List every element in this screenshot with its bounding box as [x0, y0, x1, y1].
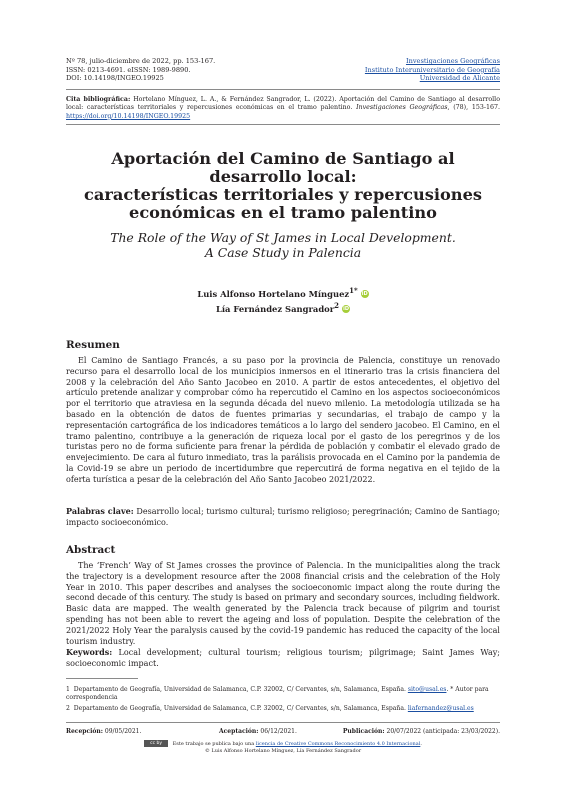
orcid-icon[interactable]: iD — [343, 306, 349, 313]
author-2: Lía Fernández Sangrador$^2$ iD — [215, 301, 349, 314]
resumen-text: El Camino de Santiago Francés, a su paso por la provincia de Palencia, constituye un renovado recurso para el desarrollo local de los municipios inmersos en el itinerario tras la crisis financiera del 2008 y la celebración del Año Santo Jacobeo en 2010. A partir de estos antecedentes, el objetivo del artículo pretende analizar y comprobar cómo ha repercutido el Camino en los aspectos socioeconómicos por el territorio que atraviesa en la segunda década del nuevo milenio. La metodología utilizada se ha basado en la obtención de datos de fuentes primarias y secundarias, el trabajo de campo y la representación cartográfica de los indicadores temáticos a lo largo del sendero jacobeo. El Camino, en el tramo palentino, contribuye a la generación de riqueza local por el gasto de los peregrinos y de los turistas pero no de forma suficiente para frenar la pérdida de población y combatir el elevado grado de envejecimiento. De cara al futuro inmediato, tras la parálisis provocada en el Camino por la pandemia de la Covid-19 se abre un periodo de incertidumbre que repercutirá de forma negativa en el tejido de la oferta turística a pesar de la celebración del Año Santo Jacobeo 2021/2022. — [66, 356, 500, 484]
license-link[interactable]: licencia de Creative Commons Reconocimiento 4.0 Internacional — [255, 741, 421, 747]
english-title: The Role of the Way of St James in Local Development. A Case Study in Palencia — [110, 230, 456, 260]
institute-link[interactable]: Instituto Interuniversitario de Geografía — [364, 65, 500, 74]
email-link[interactable]: sito@usal.es — [407, 686, 447, 693]
license-block: cc by Este trabajo se publica bajo una licencia de Creative Commons Reconocimiento 4.0 Internacional. © Luis Alfonso Hortelano Mínguez, Lía Fernández Sangrador — [66, 740, 500, 755]
keywords: Keywords: Local development; cultural tourism; religious tourism; pilgrimage; Saint James Way; socioeconomic impact. — [66, 647, 500, 668]
citation-divider — [66, 124, 500, 125]
citation-block: Cita bibliográfica: Hortelano Mínguez, L. A., & Fernández Sangrador, L. (2022). Aportación del Camino de Santiago al desarrollo local: características territoriales y repercusiones económicas en el tramo palentino. Investigaciones Geográficas, (78), 153-167. https://doi.org/10.14198/INGEO.19925 — [66, 96, 500, 120]
issue-info: Nº 78, julio-diciembre de 2022, pp. 153-167. ISSN: 0213-4691. eISSN: 1989-9890. DOI: 10.14198/INGEO.19925 — [66, 57, 216, 83]
doi-link[interactable]: https://doi.org/10.14198/INGEO.19925 — [66, 112, 191, 120]
article-title: Aportación del Camino de Santiago al desarrollo local: características territoriales y repercusiones económicas en el tramo palentino — [83, 149, 482, 222]
footnote-1: 1 Departamento de Geografía, Universidad de Salamanca, C.P. 32002, C/ Cervantes, s/n, Salamanca, España. sito@usal.es. * Autor para correspondencia — [66, 686, 489, 702]
footer-divider — [66, 722, 500, 723]
abstract-heading: Abstract — [66, 544, 116, 556]
article-page: Nº 78, julio-diciembre de 2022, pp. 153-167. ISSN: 0213-4691. eISSN: 1989-9890. DOI: 10.14198/INGEO.19925 Investigaciones Geográficas Instituto Interuniversitario de Geografía Universidad de Alicante Cita bibliográfica: Hortelano Mínguez, L. A., & Fernández Sangrador, L. (2022). Aportación del Camino de Santiago al desarrollo local: características territoriales y repercusiones económicas en el tramo palentino. Investigaciones Geográficas, (78), 153-167. https://doi.org/10.14198/INGEO.19925 Aportación del Camino de Santiago al desarrollo local: características territoriales y repercusiones económicas en el tramo palentino The Role of the Way of St James in Local Development. A Case Study in Palencia Luis Alfonso Hortelano Mínguez$^{1*}$ iD Lía Fernández Sangrador$^2$ iD Resumen El Camino de Santiago Francés, a su paso por la provincia de Palencia, constituye un renovado recurso para el desarrollo local de los municipios inmersos en el itinerario tras la crisis financiera del 2008 y la celebración del Año Santo Jacobeo en 2010. A partir de estos antecedentes, el objetivo del artículo pretende analizar y comprobar cómo ha repercutido el Camino en los aspectos socioeconómicos por el territorio que atraviesa en la segunda década del nuevo milenio. La metodología utilizada se ha basado en la obtención de datos de fuentes primarias y secundarias, el trabajo de campo y la representación cartográfica de los indicadores temáticos a lo largo del sendero jacobeo. El Camino, en el tramo palentino, contribuye a la generación de riqueza local por el gasto de los peregrinos y de los turistas pero no de forma suficiente para frenar la pérdida de población y combatir el elevado grado de envejecimiento. De cara al futuro inmediato, tras la parálisis provocada en el Camino por la pandemia de la Covid-19 se abre un periodo de incertidumbre que repercutirá de forma negativa en el tejido de la oferta turística a pesar de la celebración del Año Santo Jacobeo 2021/2022. Palabras clave: Desarrollo local; turismo cultural; turismo religioso; peregrinación; Camino de Santiago; impacto socioeconómico. Abstract The ‘French’ Way of St James crosses the province of Palencia. In the municipalities along the track the trajectory is a development resource after the 2008 financial crisis and the celebration of the Holy Year in 2010. This paper describes and analyses the socioeconomic impact along the route during the second decade of this century. The study is based on primary and secondary sources, including fieldwork. Basic data are mapped. The wealth generated by the Palencia track because of pilgrim and tourist spending has not been able to revert the ageing and loss of population. Despite the celebration of the 2021/2022 Holy Year the paralysis caused by the covid-19 pandemic has reduced the capacity of the local tourism industry. Keywords: Local development; cultural tourism; religious tourism; pilgrimage; Saint James Way; socioeconomic impact. 1 Departamento de Geografía, Universidad de Salamanca, C.P. 32002, C/ Cervantes, s/n, Salamanca, España. sito@usal.es. * Autor para correspondencia 2 Departamento de Geografía, Universidad de Salamanca, C.P. 32002, C/ Cervantes, s/n, Salamanca, España. liafernandez@usal.es Recepción: 09/05/2021. Aceptación: 06/12/2021. Publicación: 20/07/2022 (anticipada: 23/03/2022). cc by Este trabajo se publica bajo una licencia de Creative Commons Reconocimiento 4.0 Internacional. © Luis Alfonso Hortelano Mínguez, Lía Fernández Sangrador — [66, 57, 501, 754]
journal-name-link[interactable]: Investigaciones Geográficas — [405, 57, 500, 65]
footnote-divider — [66, 678, 138, 679]
palabras-clave: Palabras clave: Desarrollo local; turismo cultural; turismo religioso; peregrinación; Camino de Santiago; impacto socioeconómico. — [66, 506, 501, 527]
journal-links — [365, 57, 500, 83]
university-link[interactable]: Universidad de Alicante — [419, 74, 500, 83]
cc-by-badge-icon[interactable]: cc by — [144, 740, 168, 747]
footnote-2: 2 Departamento de Geografía, Universidad de Salamanca, C.P. 32002, C/ Cervantes, s/n, Salamanca, España. liafernandez@usal.es — [66, 705, 474, 712]
email-link[interactable]: liafernandez@usal.es — [407, 705, 474, 712]
resumen-heading: Resumen — [66, 339, 120, 351]
abstract-text: The ‘French’ Way of St James crosses the province of Palencia. In the municipalities along the track the trajectory is a development resource after the 2008 financial crisis and the celebration of the Holy Year in 2010. This paper describes and analyses the socioeconomic impact along the route during the second decade of this century. The study is based on primary and secondary sources, including fieldwork. Basic data are mapped. The wealth generated by the Palencia track because of pilgrim and tourist spending has not been able to revert the ageing and loss of population. Despite the celebration of the 2021/2022 Holy Year the paralysis caused by the covid-19 pandemic has reduced the capacity of the local tourism industry. — [66, 561, 500, 646]
header-divider — [66, 89, 500, 90]
author-1: Luis Alfonso Hortelano Mínguez$^{1*}$ iD — [197, 286, 368, 299]
orcid-icon[interactable]: iD — [361, 291, 368, 298]
